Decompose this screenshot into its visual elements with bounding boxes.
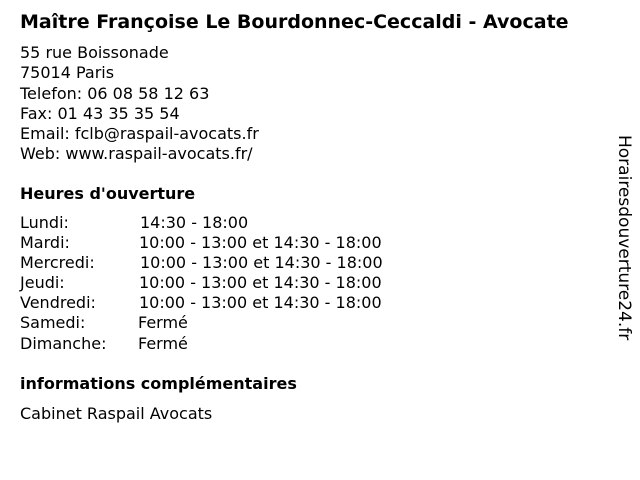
time-value: 10:00 - 13:00 et 14:30 - 18:00: [140, 253, 383, 273]
hours-row: [20, 334, 383, 354]
hours-row: [20, 233, 383, 253]
city: 75014 Paris: [20, 63, 115, 83]
day-label: Vendredi:: [20, 293, 96, 313]
hours-row: [20, 253, 383, 273]
time-value: Fermé: [138, 313, 188, 333]
time-value: 10:00 - 13:00 et 14:30 - 18:00: [139, 273, 382, 293]
time-value: 10:00 - 13:00 et 14:30 - 18:00: [139, 233, 382, 253]
info-text: Cabinet Raspail Avocats: [20, 404, 213, 423]
time-value: 14:30 - 18:00: [140, 213, 249, 232]
hours-row: [20, 313, 383, 333]
fax-number: Fax: 01 43 35 35 54: [20, 103, 180, 123]
time-value: Fermé: [138, 333, 188, 353]
website: Web: www.raspail-avocats.fr/: [20, 144, 253, 164]
street-address: 55 rue Boissonade: [20, 43, 169, 62]
time-value: 10:00 - 13:00 et 14:30 - 18:00: [139, 293, 382, 313]
day-label: Dimanche:: [20, 333, 107, 353]
info-heading: informations complémentaires: [20, 374, 297, 393]
hours-heading: Heures d'ouverture: [20, 184, 196, 203]
site-watermark: Horairesdouverture24.fr: [614, 135, 634, 341]
day-label: Mardi:: [20, 233, 70, 253]
day-label: Lundi:: [20, 213, 69, 232]
hours-row: [20, 213, 383, 233]
opening-hours-table: [20, 213, 383, 354]
day-label: Samedi:: [20, 313, 86, 333]
contact-block: [20, 43, 259, 165]
phone-number: Telefon: 06 08 58 12 63: [20, 83, 210, 103]
page-title: Maître Françoise Le Bourdonnec-Ceccaldi - Avocate: [20, 11, 569, 33]
hours-row: [20, 273, 383, 293]
day-label: Mercredi:: [20, 253, 95, 273]
email-address: Email: fclb@raspail-avocats.fr: [20, 124, 259, 144]
hours-row: [20, 293, 383, 313]
day-label: Jeudi:: [20, 273, 65, 293]
